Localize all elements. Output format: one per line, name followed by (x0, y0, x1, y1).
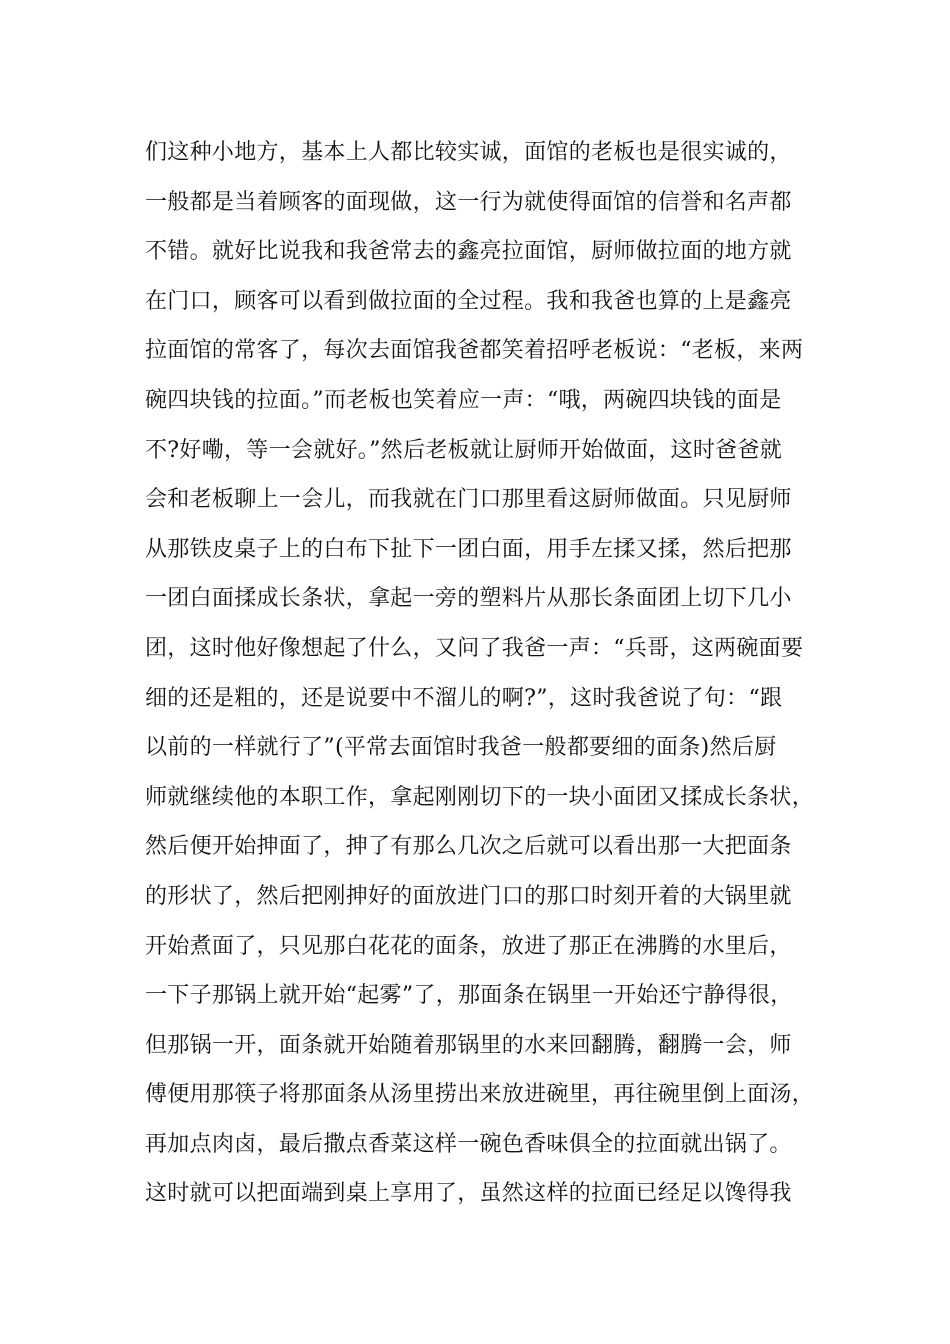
text-line: 们这种小地方，基本上人都比较实诚，面馆的老板也是很实诚的， (145, 140, 792, 165)
text-line: 然后便开始抻面了，抻了有那么几次之后就可以看出那一大把面条 (145, 834, 792, 860)
text-line: 不错。就好比说我和我爸常去的鑫亮拉面馆，厨师做拉面的地方就 (145, 239, 792, 265)
text-line: 但那锅一开，面条就开始随着那锅里的水来回翻腾，翻腾一会，师 (145, 1032, 792, 1058)
text-line: 碗四块钱的拉面。”而老板也笑着应一声：“哦，两碗四块钱的面是 (145, 387, 782, 413)
text-line: 的形状了，然后把刚抻好的面放进门口的那口时刻开着的大锅里就 (145, 883, 792, 909)
text-line: 这时就可以把面端到桌上享用了，虽然这样的拉面已经足以馋得我 (145, 1181, 792, 1207)
text-line: 团，这时他好像想起了什么，又问了我爸一声：“兵哥，这两碗面要 (145, 635, 804, 661)
text-line: 不?好嘞，等一会就好。”然后老板就让厨师开始做面，这时爸爸就 (145, 437, 783, 463)
text-line: 一般都是当着顾客的面现做，这一行为就使得面馆的信誉和名声都 (145, 189, 792, 215)
text-line: 在门口，顾客可以看到做拉面的全过程。我和我爸也算的上是鑫亮 (145, 288, 792, 314)
text-line: 开始煮面了，只见那白花花的面条，放进了那正在沸腾的水里后， (145, 933, 792, 959)
text-line: 师就继续他的本职工作，拿起刚刚切下的一块小面团又揉成长条状， (145, 784, 815, 810)
text-line: 以前的一样就行了”(平常去面馆时我爸一般都要细的面条)然后厨 (145, 735, 777, 761)
text-line: 再加点肉卤，最后撒点香菜这样一碗色香味俱全的拉面就出锅了。 (145, 1131, 792, 1157)
text-line: 一团白面揉成长条状，拿起一旁的塑料片从那长条面团上切下几小 (145, 586, 792, 612)
body-text (145, 128, 825, 1219)
text-line: 一下子那锅上就开始“起雾”了，那面条在锅里一开始还宁静得很， (145, 983, 793, 1009)
text-line: 从那铁皮桌子上的白布下扯下一团白面，用手左揉又揉，然后把那 (145, 536, 792, 562)
text-line: 拉面馆的常客了，每次去面馆我爸都笑着招呼老板说：“老板，来两 (145, 338, 804, 364)
text-line: 会和老板聊上一会儿，而我就在门口那里看这厨师做面。只见厨师 (145, 487, 792, 513)
text-line: 细的还是粗的，还是说要中不溜儿的啊?”，这时我爸说了句：“跟 (145, 685, 783, 711)
text-line: 傅便用那筷子将那面条从汤里捞出来放进碗里，再往碗里倒上面汤， (145, 1082, 815, 1108)
